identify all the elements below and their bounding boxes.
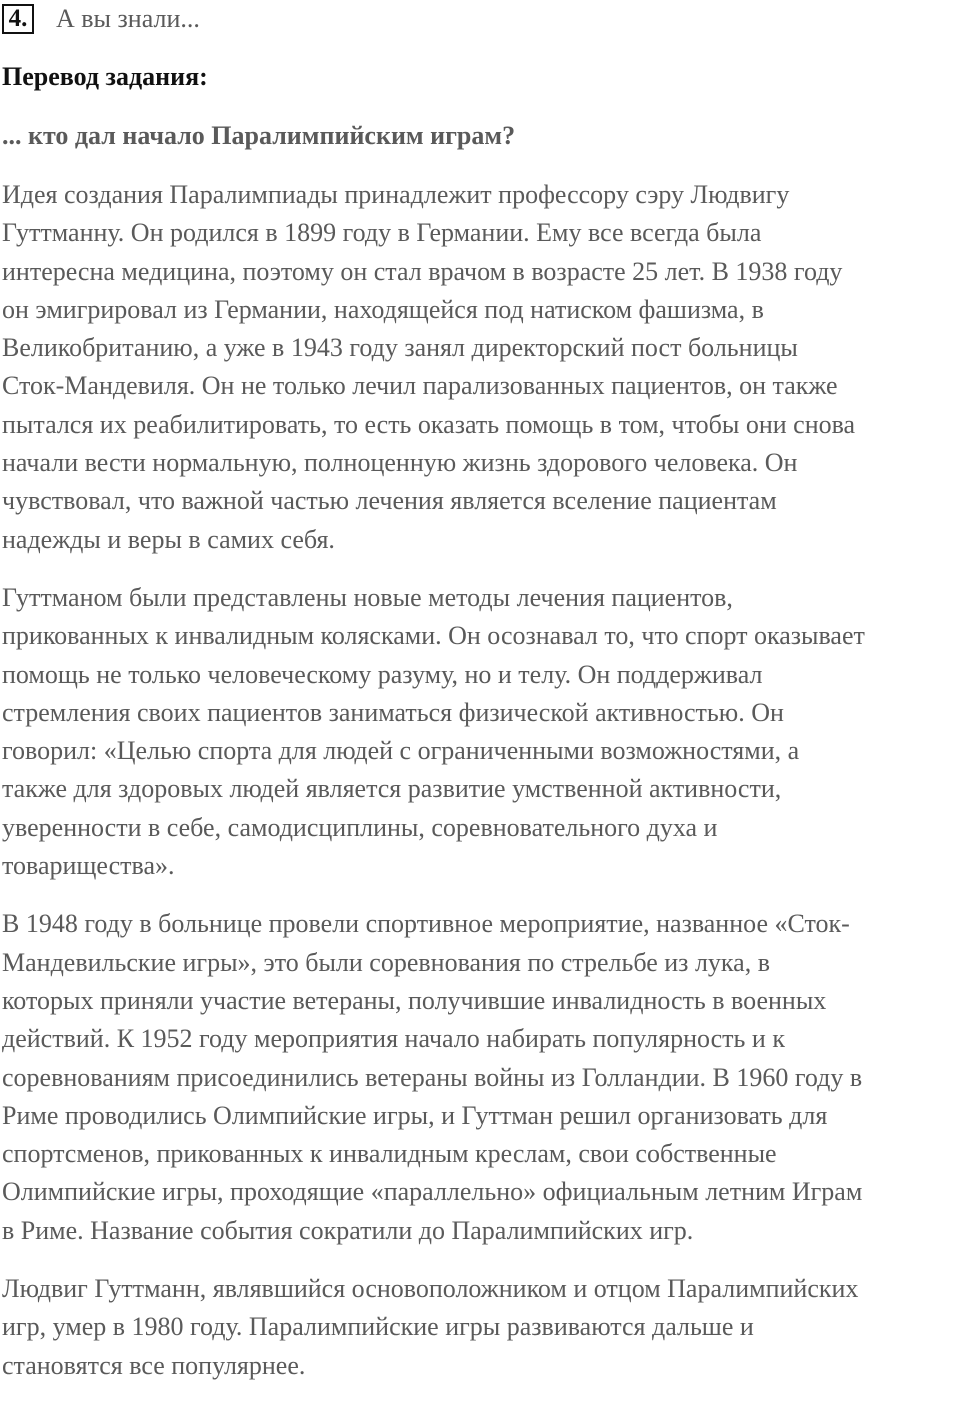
text-line: в Риме. Название события сократили до Паралимпийских игр. xyxy=(2,1215,694,1245)
text-line: говорил: «Целью спорта для людей с ограниченными возможностями, а xyxy=(2,736,800,766)
text-line: надежды и веры в самих себя. xyxy=(2,524,335,554)
text-line: товарищества». xyxy=(2,851,175,881)
text-line: Гуттманну. Он родился в 1899 году в Германии. Ему все всегда была xyxy=(2,218,762,248)
text-line: Сток-Мандевиля. Он не только лечил парализованных пациентов, он также xyxy=(2,371,838,401)
text-line: прикованных к инвалидным колясками. Он осознавал то, что спорт оказывает xyxy=(2,621,865,651)
paragraph-2 xyxy=(2,579,958,885)
text-line: чувствовал, что важной частью лечения является вселение пациентам xyxy=(2,486,777,516)
text-line: игр, умер в 1980 году. Паралимпийские игры развиваются дальше и xyxy=(2,1312,754,1342)
paragraph-3 xyxy=(2,905,958,1250)
text-line: Олимпийские игры, проходящие «параллельно» официальным летним Играм xyxy=(2,1177,863,1207)
text-line: уверенности в себе, самодисциплины, соревновательного духа и xyxy=(2,812,718,842)
question-heading: ... кто дал начало Паралимпийским играм? xyxy=(2,121,516,150)
text-line: стремления своих пациентов заниматься физической активностью. Он xyxy=(2,697,784,727)
text-line: соревнованиям присоединились ветераны войны из Голландии. В 1960 году в xyxy=(2,1062,863,1092)
text-line: он эмигрировал из Германии, находящейся под натиском фашизма, в xyxy=(2,294,764,324)
text-line: помощь не только человеческому разуму, но и телу. Он поддерживал xyxy=(2,659,763,689)
text-line: становятся все популярнее. xyxy=(2,1350,306,1380)
text-line: также для здоровых людей является развитие умственной активности, xyxy=(2,774,782,804)
text-line: Гуттманом были представлены новые методы лечения пациентов, xyxy=(2,582,733,612)
task-number-badge: 4. xyxy=(2,4,34,34)
text-line: которых приняли участие ветераны, получившие инвалидность в военных xyxy=(2,985,827,1015)
article-body xyxy=(2,176,958,1405)
text-line: Риме проводились Олимпийские игры, и Гуттман решил организовать для xyxy=(2,1100,828,1130)
paragraph-4 xyxy=(2,1270,958,1385)
text-line: пытался их реабилитировать, то есть оказать помощь в том, чтобы они снова xyxy=(2,409,856,439)
text-line: начали вести нормальную, полноценную жизнь здорового человека. Он xyxy=(2,448,798,478)
text-line: Людвиг Гуттманн, являвшийся основоположником и отцом Паралимпийских xyxy=(2,1274,859,1304)
task-header xyxy=(2,2,200,36)
text-line: В 1948 году в больнице провели спортивное мероприятие, названное «Сток- xyxy=(2,909,850,939)
task-heading: А вы знали... xyxy=(56,4,200,33)
text-line: Великобританию, а уже в 1943 году занял директорский пост больницы xyxy=(2,333,798,363)
paragraph-1 xyxy=(2,176,958,559)
text-line: интересна медицина, поэтому он стал врачом в возрасте 25 лет. В 1938 году xyxy=(2,256,843,286)
section-title: Перевод задания: xyxy=(2,62,208,91)
text-line: спортсменов, прикованных к инвалидным креслам, свои собственные xyxy=(2,1139,777,1169)
text-line: действий. К 1952 году мероприятия начало набирать популярность и к xyxy=(2,1024,785,1054)
text-line: Идея создания Паралимпиады принадлежит профессору сэру Людвигу xyxy=(2,180,790,209)
text-line: Мандевильские игры», это были соревнования по стрельбе из лука, в xyxy=(2,947,770,977)
